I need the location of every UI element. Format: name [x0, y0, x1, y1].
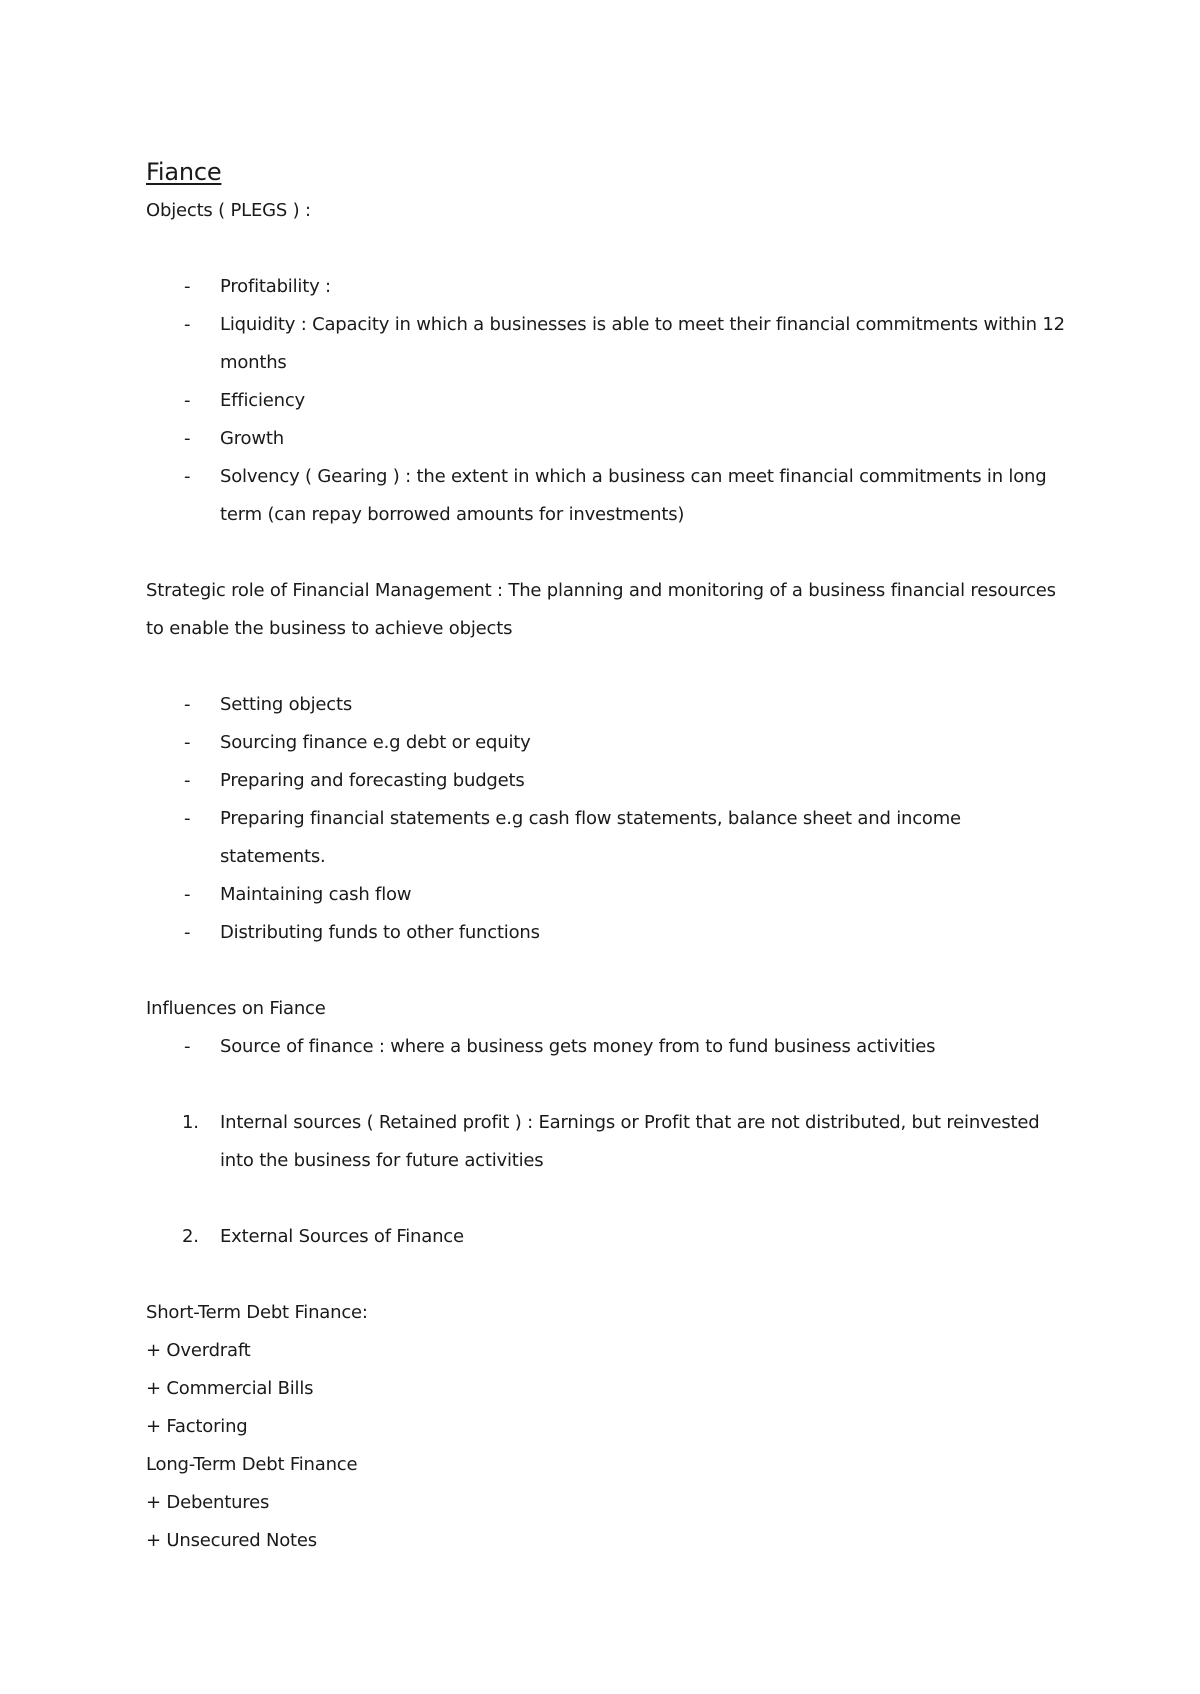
spacer — [146, 534, 1066, 572]
dash-bullet: - — [184, 1036, 191, 1057]
list-item-text: Source of finance : where a business gets money from to fund business activities — [220, 1036, 936, 1057]
long-term-heading: Long-Term Debt Finance — [146, 1454, 358, 1475]
dash-bullet: - — [184, 466, 191, 487]
numbered-item — [146, 1218, 1066, 1256]
item-number: 1. — [182, 1112, 199, 1133]
influences-heading: Influences on Fiance — [146, 998, 326, 1019]
page-title: Fiance — [146, 158, 222, 186]
list-item-text: Growth — [220, 428, 284, 449]
list-item — [146, 686, 1066, 724]
dash-bullet: - — [184, 390, 191, 411]
spacer — [146, 230, 1066, 268]
influences-list — [146, 1028, 1066, 1066]
objects-heading: Objects ( PLEGS ) : — [146, 200, 311, 221]
list-item-text: Internal sources ( Retained profit ) : Earnings or Profit that are not distributed, but reinvested into the business for future activities — [220, 1112, 1040, 1171]
dash-bullet: - — [184, 922, 191, 943]
list-item — [146, 724, 1066, 762]
plus-item: + Debentures — [146, 1492, 270, 1513]
list-item — [146, 420, 1066, 458]
list-item — [146, 914, 1066, 952]
plus-item: + Commercial Bills — [146, 1378, 314, 1399]
list-item-text: Distributing funds to other functions — [220, 922, 540, 943]
strategic-paragraph: Strategic role of Financial Management : The planning and monitoring of a business financial resources to enable the business to achieve objects — [146, 580, 1056, 639]
dash-bullet: - — [184, 428, 191, 449]
list-item-text: Preparing financial statements e.g cash flow statements, balance sheet and income statements. — [220, 808, 961, 867]
objects-list — [146, 268, 1066, 534]
spacer — [146, 1180, 1066, 1218]
list-item — [146, 800, 1066, 876]
list-item-text: Solvency ( Gearing ) : the extent in which a business can meet financial commitments in long term (can repay borrowed amounts for investments) — [220, 466, 1047, 525]
list-item — [146, 306, 1066, 382]
list-item-text: Efficiency — [220, 390, 305, 411]
spacer — [146, 1066, 1066, 1104]
strategic-list — [146, 686, 1066, 952]
list-item — [146, 268, 1066, 306]
dash-bullet: - — [184, 808, 191, 829]
dash-bullet: - — [184, 694, 191, 715]
list-item-text: Setting objects — [220, 694, 353, 715]
list-item — [146, 382, 1066, 420]
plus-item: + Unsecured Notes — [146, 1530, 317, 1551]
item-number: 2. — [182, 1226, 199, 1247]
dash-bullet: - — [184, 732, 191, 753]
list-item — [146, 1028, 1066, 1066]
numbered-list — [146, 1218, 1066, 1256]
spacer — [146, 648, 1066, 686]
list-item-text: Maintaining cash flow — [220, 884, 412, 905]
plus-item: + Factoring — [146, 1416, 248, 1437]
dash-bullet: - — [184, 884, 191, 905]
document-content — [146, 152, 1066, 1560]
spacer — [146, 1256, 1066, 1294]
list-item-text: Sourcing finance e.g debt or equity — [220, 732, 531, 753]
numbered-item — [146, 1104, 1066, 1180]
list-item-text: External Sources of Finance — [220, 1226, 464, 1247]
list-item-text: Liquidity : Capacity in which a businesses is able to meet their financial commitments within 12 months — [220, 314, 1065, 373]
list-item-text: Profitability : — [220, 276, 331, 297]
list-item — [146, 876, 1066, 914]
short-term-heading: Short-Term Debt Finance: — [146, 1302, 368, 1323]
dash-bullet: - — [184, 276, 191, 297]
plus-item: + Overdraft — [146, 1340, 251, 1361]
dash-bullet: - — [184, 770, 191, 791]
spacer — [146, 952, 1066, 990]
list-item — [146, 458, 1066, 534]
list-item-text: Preparing and forecasting budgets — [220, 770, 525, 791]
list-item — [146, 762, 1066, 800]
numbered-list — [146, 1104, 1066, 1180]
dash-bullet: - — [184, 314, 191, 335]
